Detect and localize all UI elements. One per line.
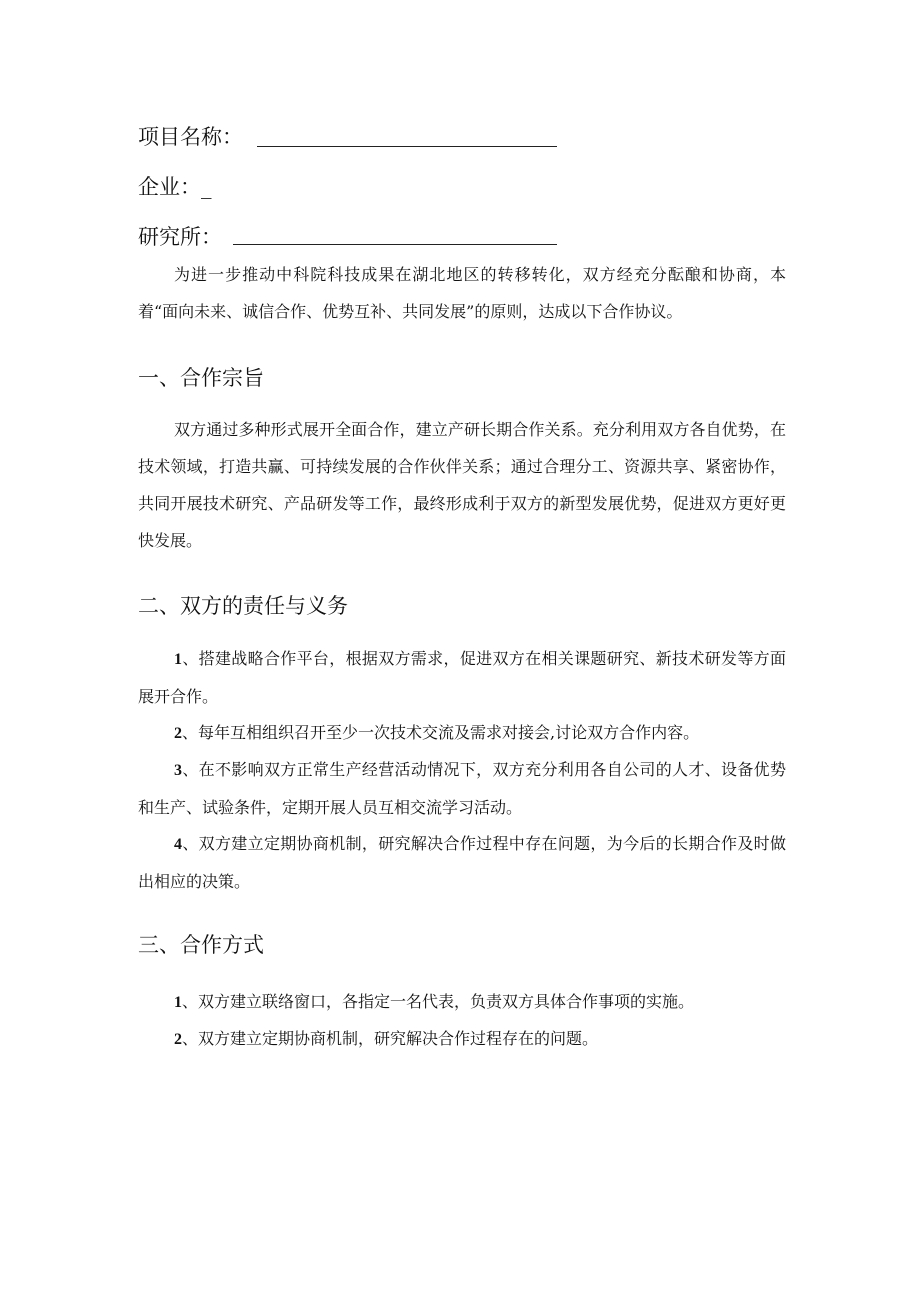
item-number: 2 — [174, 725, 182, 742]
item-number: 1 — [174, 651, 182, 668]
institute-field — [138, 222, 222, 252]
item-text: 、双方建立联络窗口，各指定一名代表，负责双方具体合作事项的实施。 — [182, 992, 695, 1011]
institute-blank-line[interactable] — [233, 244, 557, 245]
item-text: 、在不影响双方正常生产经营活动情况下，双方充分利用各自公司的人才、设备优势和生产、试验条件，定期开展人员互相交流学习活动。 — [138, 760, 786, 817]
intro-paragraph: 为进一步推动中科院科技成果在湖北地区的转移转化，双方经充分酝酿和协商，本着“面向未来、诚信合作、优势互补、共同发展”的原则，达成以下合作协议。 — [138, 265, 786, 321]
project-name-field — [138, 122, 243, 152]
item-text: 、每年互相组织召开至少一次技术交流及需求对接会,讨论双方合作内容。 — [182, 723, 700, 742]
item-text: 、搭建战略合作平台，根据双方需求，促进双方在相关课题研究、新技术研发等方面展开合作。 — [138, 649, 786, 706]
section-2-item-1 — [138, 640, 786, 715]
company-label: 企业： — [138, 175, 201, 199]
company-field — [138, 172, 212, 202]
section-1-body: 双方通过多种形式展开全面合作，建立产研长期合作关系。充分利用双方各自优势，在技术领域，打造共赢、可持续发展的合作伙伴关系；通过合理分工、资源共享、紧密协作，共同开展技术研究、产品研发等工作，最终形成利于双方的新型发展优势，促进双方更好更快发展。 — [138, 420, 786, 550]
institute-label: 研究所： — [138, 225, 222, 249]
item-number: 1 — [174, 994, 182, 1011]
item-text: 、双方建立定期协商机制，研究解决合作过程存在的问题。 — [182, 1029, 599, 1048]
company-value[interactable]: _ — [201, 175, 212, 199]
section-2-item-3 — [138, 751, 786, 826]
section-3-item-1 — [138, 983, 786, 1021]
section-2-item-2 — [138, 714, 786, 752]
project-name-blank-line[interactable] — [257, 146, 557, 147]
project-name-label: 项目名称： — [138, 125, 243, 149]
item-number: 3 — [174, 762, 182, 779]
item-text: 、双方建立定期协商机制，研究解决合作过程中存在问题，为今后的长期合作及时做出相应的决策。 — [138, 834, 786, 891]
section-3-title: 三、合作方式 — [138, 933, 264, 957]
section-2-title: 二、双方的责任与义务 — [138, 594, 348, 618]
section-2-item-4 — [138, 825, 786, 900]
item-number: 4 — [174, 836, 182, 853]
item-number: 2 — [174, 1031, 182, 1048]
section-3-item-2 — [138, 1020, 786, 1058]
section-1-title: 一、合作宗旨 — [138, 366, 264, 390]
